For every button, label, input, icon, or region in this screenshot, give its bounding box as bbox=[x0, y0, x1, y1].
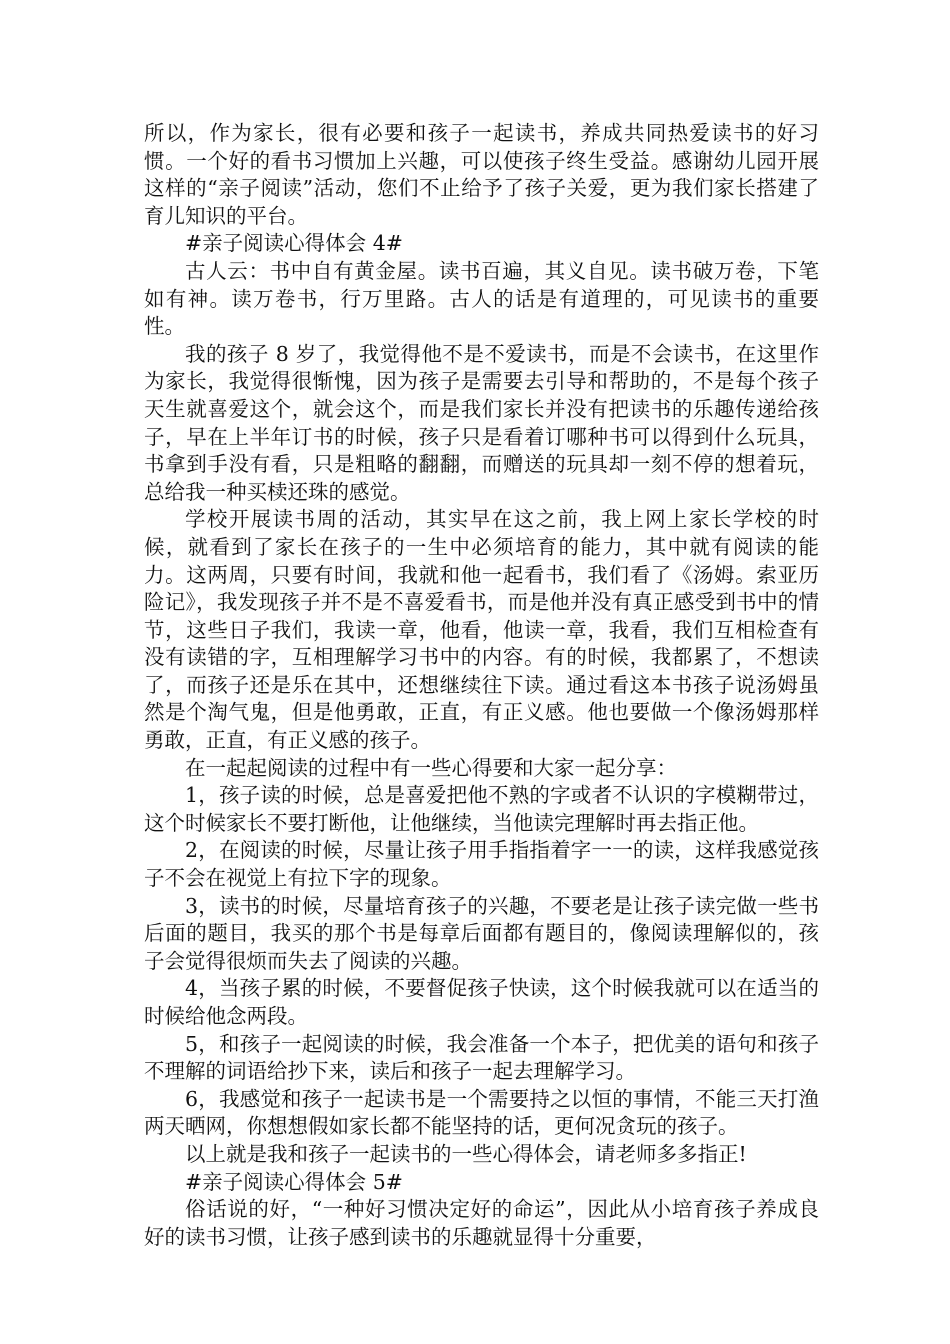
paragraph: 所以，作为家长，很有必要和孩子一起读书，养成共同热爱读书的好习惯。一个好的看书习惯加上兴趣，可以使孩子终生受益。感谢幼儿园开展这样的“亲子阅读”活动，您们不止给予了孩子关爱，更为我们家长搭建了育儿知识的平台。 bbox=[144, 121, 819, 228]
paragraph: 在一起起阅读的过程中有一些心得要和大家一起分享： bbox=[185, 755, 677, 780]
section-heading-5: #亲子阅读心得体会 5# bbox=[185, 1169, 403, 1194]
paragraph: 古人云：书中自有黄金屋。读书百遍，其义自见。读书破万卷，下笔如有神。读万卷书，行万里路。古人的话是有道理的，可见读书的重要性。 bbox=[144, 258, 819, 339]
list-item: 1，孩子读的时候，总是喜爱把他不熟的字或者不认识的字模糊带过，这个时候家长不要打断他，让他继续，当他读完理解时再去指正他。 bbox=[144, 783, 819, 835]
paragraph: 学校开展读书周的活动，其实早在这之前，我上网上家长学校的时候，就看到了家长在孩子的一生中必须培育的能力，其中就有阅读的能力。这两周，只要有时间，我就和他一起看书，我们看了《汤姆。索亚历险记》，我发现孩子并不是不喜爱看书，而是他并没有真正感受到书中的情节，这些日子我们，我读一章，他看，他读一章，我看，我们互相检查有没有读错的字，互相理解学习书中的内容。有的时候，我都累了，不想读了，而孩子还是乐在其中，还想继续往下读。通过看这本书孩子说汤姆虽然是个淘气鬼，但是他勇敢，正直，有正义感。他也要做一个像汤姆那样勇敢，正直，有正义感的孩子。 bbox=[144, 507, 819, 753]
list-item: 2，在阅读的时候，尽量让孩子用手指指着字一一的读，这样我感觉孩子不会在视觉上有拉下字的现象。 bbox=[144, 838, 819, 891]
document-body bbox=[144, 120, 819, 1251]
list-item: 6，我感觉和孩子一起读书是一个需要持之以恒的事情，不能三天打渔两天晒网，你想想假如家长都不能坚持的话，更何况贪玩的孩子。 bbox=[144, 1086, 819, 1139]
section-heading-4: #亲子阅读心得体会 4# bbox=[185, 231, 403, 256]
paragraph: 以上就是我和孩子一起读书的一些心得体会，请老师多多指正! bbox=[185, 1141, 747, 1166]
paragraph: 我的孩子 8 岁了，我觉得他不是不爱读书，而是不会读书，在这里作为家长，我觉得很惭愧，因为孩子是需要去引导和帮助的，不是每个孩子天生就喜爱这个，就会这个，而是我们家长并没有把读书的乐趣传递给孩子，早在上半年订书的时候，孩子只是看着订哪种书可以得到什么玩具，书拿到手没有看，只是粗略的翻翻，而赠送的玩具却一刻不停的想着玩，总给我一种买椟还珠的感觉。 bbox=[144, 341, 819, 504]
list-item: 4，当孩子累的时候，不要督促孩子快读，这个时候我就可以在适当的时候给他念两段。 bbox=[144, 976, 819, 1028]
list-item: 5，和孩子一起阅读的时候，我会准备一个本子，把优美的语句和孩子不理解的词语给抄下来，读后和孩子一起去理解学习。 bbox=[144, 1031, 819, 1084]
list-item: 3，读书的时候，尽量培育孩子的兴趣，不要老是让孩子读完做一些书后面的题目，我买的那个书是每章后面都有题目的，像阅读理解似的，孩子会觉得很烦而失去了阅读的兴趣。 bbox=[144, 893, 819, 973]
paragraph: 俗话说的好，“一种好习惯决定好的命运”，因此从小培育孩子养成良好的读书习惯，让孩子感到读书的乐趣就显得十分重要， bbox=[144, 1197, 819, 1249]
